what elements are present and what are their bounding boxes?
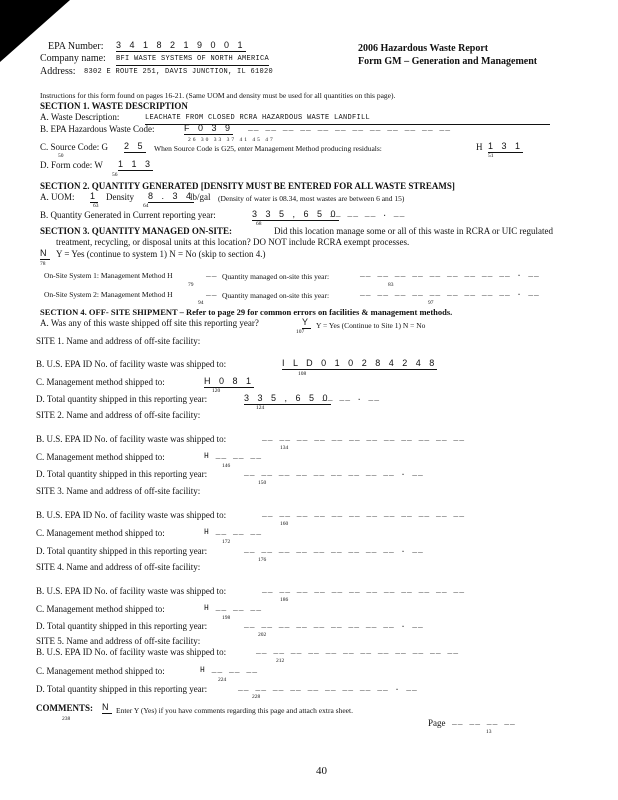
site4-epa-id-label: B. U.S. EPA ID No. of facility waste was shipped to: bbox=[36, 586, 227, 596]
onsite-system1-mm-number: 79 bbox=[188, 282, 194, 288]
site2-epa-id-label: B. U.S. EPA ID No. of facility waste was shipped to: bbox=[36, 434, 227, 444]
site2-qty-blanks: __ __ __ __ __ __ __ __ __ . __ bbox=[244, 469, 424, 478]
site3-epa-id-field-number: 160 bbox=[280, 521, 289, 527]
onsite-managed-options: Y = Yes (continue to system 1) N = No (skip to section 4.) bbox=[56, 249, 266, 259]
site4-qty-blanks: __ __ __ __ __ __ __ __ __ . __ bbox=[244, 621, 424, 630]
onsite-system2-mm-number: 94 bbox=[198, 300, 204, 306]
site4-epa-id-field-number: 186 bbox=[280, 597, 289, 603]
waste-code-value: F 0 3 9 bbox=[184, 123, 234, 133]
section1-title: SECTION 1. WASTE DESCRIPTION bbox=[40, 101, 188, 111]
comments-answer: N bbox=[102, 702, 112, 712]
page-field-number: 13 bbox=[486, 729, 492, 735]
site1-epa-id-field-number: 108 bbox=[298, 371, 307, 377]
source-code-instruction: When Source Code is G25, enter Management Method producing residuals: bbox=[154, 144, 382, 153]
onsite-system2-qty-number: 97 bbox=[428, 300, 434, 306]
form-code-field-number: 56 bbox=[112, 172, 118, 178]
section2-title: SECTION 2. QUANTITY GENERATED [DENSITY MUST BE ENTERED FOR ALL WASTE STREAMS] bbox=[40, 181, 455, 191]
site5-mm-field-number: 224 bbox=[218, 677, 227, 683]
site4-qty-field-number: 202 bbox=[258, 632, 267, 638]
address-value: 8302 E ROUTE 251, DAVIS JUNCTION, IL 61020 bbox=[84, 68, 274, 76]
uom-value: 1 bbox=[90, 191, 99, 201]
onsite-system2-qty-blanks: __ __ __ __ __ __ __ __ __ . __ bbox=[360, 289, 540, 298]
site3-qty-blanks: __ __ __ __ __ __ __ __ __ . __ bbox=[244, 546, 424, 555]
section3-question: Did this location manage some or all of this waste in RCRA or UIC regulated bbox=[274, 226, 553, 236]
onsite-system1-qty-label: Quantity managed on-site this year: bbox=[222, 272, 330, 281]
source-code-field-number: 50 bbox=[58, 153, 64, 159]
site5-qty-blanks: __ __ __ __ __ __ __ __ __ . __ bbox=[238, 684, 418, 693]
site1-qty-label: D. Total quantity shipped in this reporting year: bbox=[36, 394, 208, 404]
comments-label: COMMENTS: bbox=[36, 703, 93, 713]
epa-number-label: EPA Number: bbox=[48, 41, 104, 52]
site2-mm-blanks: H __ __ __ bbox=[204, 452, 263, 461]
section3-question-line2: treatment, recycling, or disposal units at this location? DO NOT include RCRA exempt processes. bbox=[56, 237, 410, 247]
site5-mm-label: C. Management method shipped to: bbox=[36, 666, 165, 676]
site1-mm-value: H 0 8 1 bbox=[204, 376, 255, 386]
quantity-generated-label: B. Quantity Generated in Current reporting year: bbox=[40, 210, 216, 220]
onsite-managed-answer: N bbox=[40, 248, 50, 258]
site5-mm-blanks: H __ __ __ bbox=[200, 666, 259, 675]
density-label: Density bbox=[106, 192, 134, 202]
source-code-label: C. Source Code: G bbox=[40, 142, 108, 152]
density-field-number: 64 bbox=[143, 203, 149, 209]
residual-mm-value: 1 3 1 bbox=[488, 141, 524, 151]
source-code-value: 2 5 bbox=[124, 141, 146, 151]
form-code-label: D. Form code: W bbox=[40, 160, 103, 170]
offsite-answer-field-number: 107 bbox=[296, 329, 305, 335]
site1-mm-label: C. Management method shipped to: bbox=[36, 377, 165, 387]
section3-title: SECTION 3. QUANTITY MANAGED ON-SITE: bbox=[40, 226, 232, 236]
site1-qty-value: 3 3 5 , 6 5 0 bbox=[244, 393, 331, 403]
quantity-generated-field-number: 68 bbox=[256, 221, 262, 227]
site2-epa-id-blanks: __ __ __ __ __ __ __ __ __ __ __ __ bbox=[262, 434, 466, 443]
site1-title: SITE 1. Name and address of off-site facility: bbox=[36, 336, 201, 346]
waste-code-blanks: __ __ __ __ __ __ __ __ __ __ __ __ bbox=[248, 124, 452, 133]
density-value: 8 . 3 4 bbox=[148, 191, 195, 201]
site3-mm-field-number: 172 bbox=[222, 539, 231, 545]
site5-title: SITE 5. Name and address of off-site facility: bbox=[36, 636, 201, 646]
onsite-system2-mm-blank: __ bbox=[206, 289, 218, 298]
onsite-system1-qty-blanks: __ __ __ __ __ __ __ __ __ . __ bbox=[360, 270, 540, 279]
site5-epa-id-field-number: 212 bbox=[276, 658, 285, 664]
site3-title: SITE 3. Name and address of off-site facility: bbox=[36, 486, 201, 496]
company-name-label: Company name: bbox=[40, 53, 106, 64]
report-title: 2006 Hazardous Waste Report bbox=[358, 43, 489, 54]
residual-mm-prefix: H bbox=[476, 142, 483, 152]
site4-epa-id-blanks: __ __ __ __ __ __ __ __ __ __ __ __ bbox=[262, 586, 466, 595]
onsite-answer-field-number: 78 bbox=[40, 261, 46, 267]
uom-label: A. UOM: bbox=[40, 192, 75, 202]
site3-qty-label: D. Total quantity shipped in this reporting year: bbox=[36, 546, 208, 556]
site1-qty-blanks: __ __ . __ bbox=[322, 394, 381, 403]
onsite-system1-mm-blank: __ bbox=[206, 270, 218, 279]
site4-mm-label: C. Management method shipped to: bbox=[36, 604, 165, 614]
density-note: (Density of water is 08.34, most wastes are between 6 and 15) bbox=[218, 194, 405, 203]
onsite-system1-label: On-Site System 1: Management Method H bbox=[44, 271, 173, 280]
site3-mm-blanks: H __ __ __ bbox=[204, 528, 263, 537]
comments-instruction: Enter Y (Yes) if you have comments regarding this page and attach extra sheet. bbox=[116, 706, 353, 715]
address-label: Address: bbox=[40, 66, 76, 77]
site5-epa-id-label: B. U.S. EPA ID No. of facility waste was shipped to: bbox=[36, 647, 227, 657]
site2-qty-field-number: 150 bbox=[258, 480, 267, 486]
uom-field-number: 63 bbox=[93, 203, 99, 209]
onsite-system2-label: On-Site System 2: Management Method H bbox=[44, 290, 173, 299]
quantity-generated-value: 3 3 5 , 6 5 0 bbox=[252, 209, 339, 219]
site5-qty-label: D. Total quantity shipped in this reporting year: bbox=[36, 684, 208, 694]
site4-qty-label: D. Total quantity shipped in this reporting year: bbox=[36, 621, 208, 631]
quantity-generated-blanks: __ __ __ . __ bbox=[330, 210, 406, 219]
site3-epa-id-label: B. U.S. EPA ID No. of facility waste was shipped to: bbox=[36, 510, 227, 520]
form-code-value: 1 1 3 bbox=[118, 159, 154, 169]
instructions-text: Instructions for this form found on pages 16-21. (Same UOM and density must be used for all quantities on this page). bbox=[40, 91, 396, 100]
company-name-value: BFI WASTE SYSTEMS OF NORTH AMERICA bbox=[116, 54, 269, 66]
site2-title: SITE 2. Name and address of off-site facility: bbox=[36, 410, 201, 420]
site3-epa-id-blanks: __ __ __ __ __ __ __ __ __ __ __ __ bbox=[262, 510, 466, 519]
site1-mm-field-number: 120 bbox=[212, 388, 221, 394]
site3-qty-field-number: 176 bbox=[258, 557, 267, 563]
site4-mm-blanks: H __ __ __ bbox=[204, 604, 263, 613]
site5-qty-field-number: 228 bbox=[252, 694, 261, 700]
comments-field-number: 238 bbox=[62, 716, 71, 722]
onsite-system2-qty-label: Quantity managed on-site this year: bbox=[222, 291, 330, 300]
offsite-question: A. Was any of this waste shipped off site this reporting year? bbox=[40, 318, 259, 328]
footer-page-number: 40 bbox=[316, 765, 327, 777]
site5-epa-id-blanks: __ __ __ __ __ __ __ __ __ __ __ __ bbox=[256, 647, 460, 656]
section4-title: SECTION 4. OFF- SITE SHIPMENT – Refer to page 29 for common errors on facilities & management methods. bbox=[40, 307, 453, 317]
site2-qty-label: D. Total quantity shipped in this reporting year: bbox=[36, 469, 208, 479]
form-title: Form GM – Generation and Management bbox=[358, 56, 538, 67]
onsite-system1-qty-number: 83 bbox=[388, 282, 394, 288]
epa-number-value: 3 4 1 8 2 1 9 0 0 1 bbox=[116, 40, 246, 50]
site2-epa-id-field-number: 134 bbox=[280, 445, 289, 451]
offsite-answer: Y bbox=[302, 317, 312, 327]
site1-qty-field-number: 124 bbox=[256, 405, 265, 411]
site4-mm-field-number: 198 bbox=[222, 615, 231, 621]
site1-epa-id-value: I L D 0 1 0 2 8 4 2 4 8 bbox=[282, 358, 438, 368]
waste-description-value: LEACHATE FROM CLOSED RCRA HAZARDOUS WASTE LANDFILL bbox=[145, 113, 550, 125]
page-label: Page bbox=[428, 718, 446, 728]
waste-code-field-numbers: 26 30 33 37 41 45 47 bbox=[188, 137, 275, 143]
offsite-answer-options: Y = Yes (Continue to Site 1) N = No bbox=[316, 321, 426, 330]
density-unit: lb/gal bbox=[190, 192, 211, 202]
site1-epa-id-label: B. U.S. EPA ID No. of facility waste was shipped to: bbox=[36, 359, 227, 369]
site3-mm-label: C. Management method shipped to: bbox=[36, 528, 165, 538]
waste-code-label: B. EPA Hazardous Waste Code: bbox=[40, 124, 155, 134]
page-blanks: __ __ __ __ bbox=[452, 718, 516, 727]
site4-title: SITE 4. Name and address of off-site facility: bbox=[36, 562, 201, 572]
site2-mm-field-number: 146 bbox=[222, 463, 231, 469]
site2-mm-label: C. Management method shipped to: bbox=[36, 452, 165, 462]
waste-description-label: A. Waste Description: bbox=[40, 112, 120, 122]
residual-mm-field-number: 51 bbox=[488, 153, 494, 159]
